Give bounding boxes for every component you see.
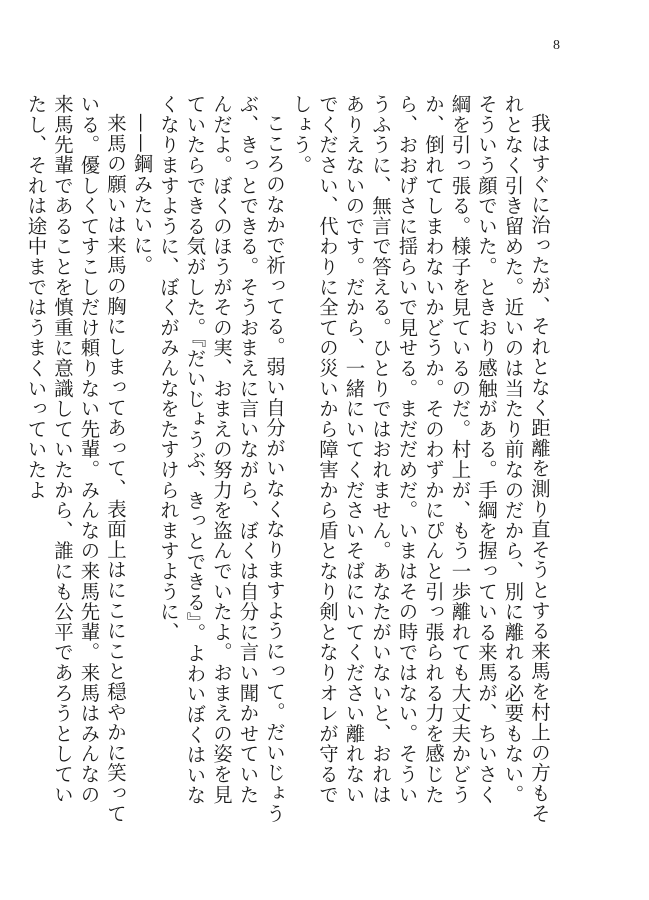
vertical-body-text xyxy=(24,94,552,824)
paragraph-3: ——鋼みたいに。 xyxy=(130,113,154,276)
paragraph-2: こころのなかで祈ってる。弱い自分がいなくなりますようにって。だいじょうぶ、きっとできる。そうおまえに言いながら、ぼくは自分に言い聞かせていたんだよ。ぼくのほうがその実、おまえの努力を盗んでいたよ。おまえの姿を見ていたらできる気がした。『だいじょうぶ、きっとできる』。よわいぼくはいなくなりますように、ぼくがみんなをたすけられますように、 xyxy=(157,94,286,824)
paragraph-4: 来馬の願いは来馬の胸にしまってあって、表面上はにこにこと穏やかに笑っている。優しくてすこしだけ頼りない先輩。みんなの来馬先輩。来馬はみんなの来馬先輩であることを慎重に意識していたから、誰にも公平であろうとしていたし、それは途中まではうまくいっていたよ xyxy=(24,94,127,824)
page-number: 8 xyxy=(553,38,560,53)
paragraph-1: 我はすぐに治ったが、それとなく距離を測り直そうとする来馬を村上の方もそれとなく引き留めた。近いのは当たり前なのだから、別に離れる必要もない。そういう顔でいた。ときおり感触がある。手綱を握っている来馬が、ちいさく綱を引っ張る。様子を見ているのだ。村上が、もう一歩離れても大丈夫かどうか、倒れてしまわないかどうか。そのわずかにぴんと引っ張られる力を感じたら、おおげさに揺らいで見せる。まだだめだ。いまはその時ではない。そういうふうに、無言で答える。ひとりではおれません。あなたがいないと、おれはありえないのです。だから、一緒にいてくださいそばにいてください離れないでください、代わりに全ての災いから障害から盾となり剣となりオレが守るでしょう。 xyxy=(289,94,551,824)
